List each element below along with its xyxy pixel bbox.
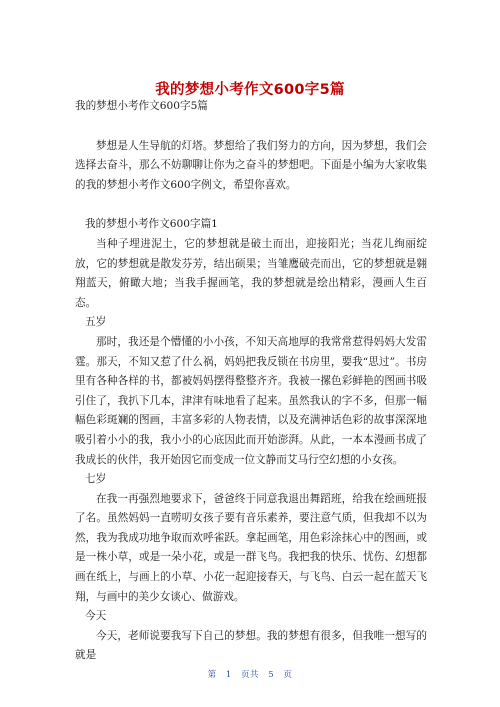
intro-paragraph: 梦想是人生导航的灯塔。梦想给了我们努力的方向，因为梦想，我们会选择去奋斗，那么不妨聊聊让你为之奋斗的梦想吧。下面是小编为大家收集的我的梦想小考作文600字例文，希望你喜欢。	[75, 139, 427, 191]
paragraph: 在我一再强烈地要求下，爸爸终于同意我退出舞蹈班，给我在绘画班报了名。虽然妈妈一直唠叨女孩子要有音乐素养，要注意气质，但我却不以为然，我为我成功地争取而欢呼雀跃。拿起画笔，用色彩涂抹心中的图画，或是一株小草，或是一朵小花，或是一群飞鸟。我把我的快乐、忧伤、幻想都画在纸上，与画上的小草、小花一起迎接春天，与飞鸟、白云一起在蓝天飞翔，与画中的美少女谈心、做游戏。	[75, 492, 427, 603]
paragraph: 今天，老师说要我写下自己的梦想。我的梦想有很多，但我唯一想写的就是	[75, 629, 427, 662]
footer-label-of: 页共	[240, 670, 259, 680]
footer-label-page: 第	[207, 670, 217, 680]
section-heading-seven-years: 七岁	[85, 473, 107, 486]
document-body	[75, 97, 427, 666]
footer-total-pages: 5	[268, 670, 275, 680]
document-subtitle: 我的梦想小考作文600字5篇	[75, 100, 208, 112]
section-heading-today: 今天	[85, 610, 107, 623]
footer-label-pages: 页	[283, 670, 293, 680]
page-footer	[0, 668, 500, 680]
footer-current-page: 1	[225, 670, 232, 680]
article-heading: 我的梦想小考作文600字篇1	[85, 218, 218, 231]
paragraph: 当种子埋进泥土，它的梦想就是破土而出，迎接阳光；当花儿绚丽绽放，它的梦想就是散发芬芳，结出硕果；当雏鹰破壳而出，它的梦想就是翱翔蓝天，俯瞰大地；当我手握画笔，我的梦想就是绘出精彩，漫画人生百态。	[75, 237, 427, 309]
document-title: 我的梦想小考作文600字5篇	[155, 82, 345, 98]
section-heading-five-years: 五岁	[85, 316, 107, 329]
paragraph: 那时，我还是个懵懂的小小孩，不知天高地厚的我常常惹得妈妈大发雷霆。那天，不知又惹了什么祸，妈妈把我反锁在书房里，要我“思过”。书房里有各种各样的书，都被妈妈摆得整整齐齐。我被一摞色彩鲜艳的图画书吸引住了，我扒下几本，津津有味地看了起来。虽然我认的字不多，但那一幅幅色彩斑斓的图画，丰富多彩的人物表情，以及充满神话色彩的故事深深地吸引着小小的我，我小小的心底因此而开始澎湃。从此，一本本漫画书成了我成长的伙伴，我开始因它而变成一位文静而艾马行空幻想的小女孩。	[75, 335, 427, 466]
